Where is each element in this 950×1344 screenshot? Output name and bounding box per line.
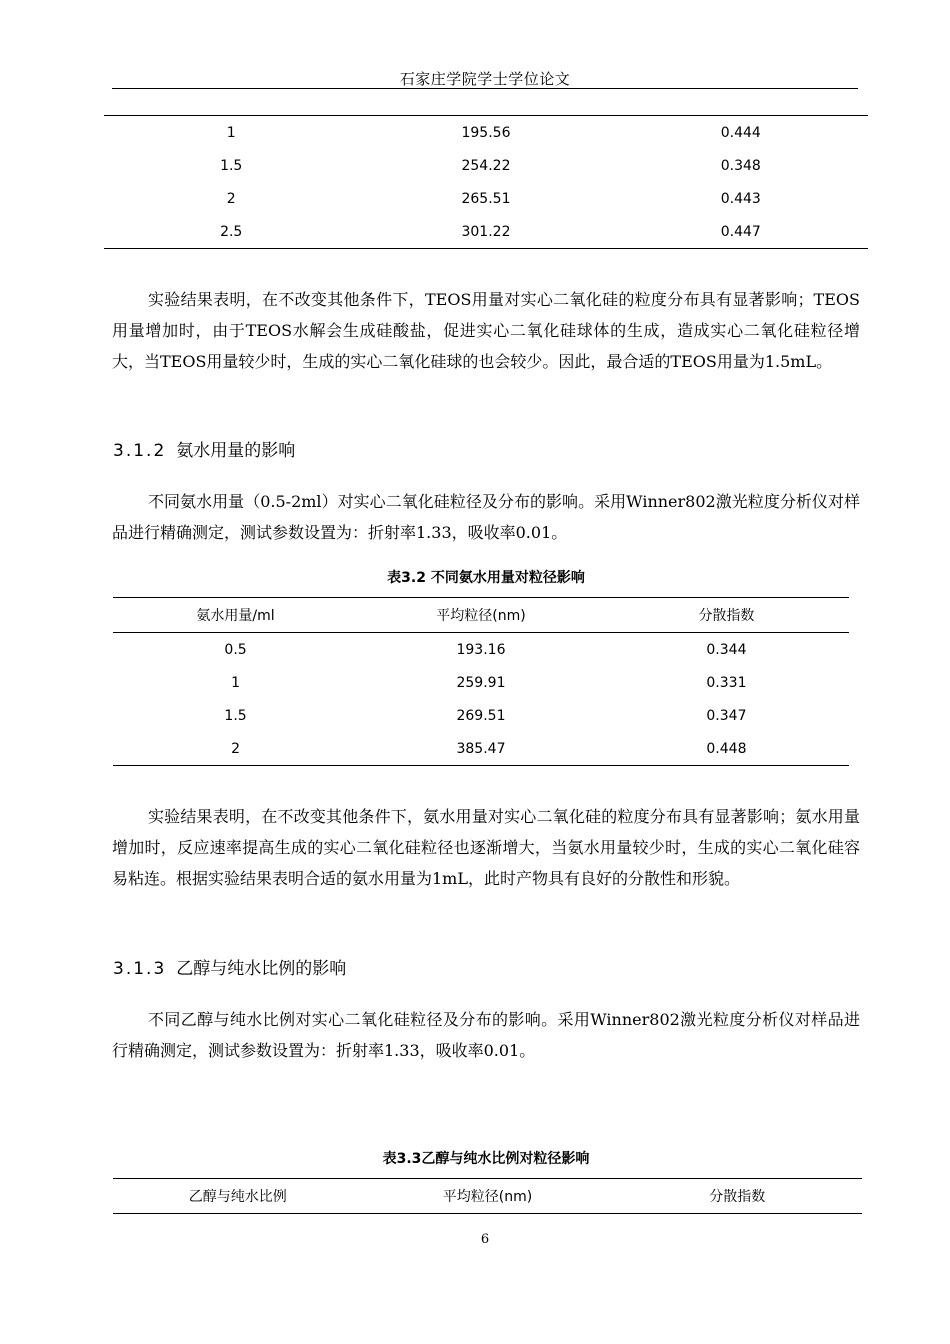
table-cell: 195.56 <box>461 124 511 141</box>
section-number: 3.1.3 <box>113 959 167 979</box>
table-cell: 2 <box>226 190 236 207</box>
table-cell: 1 <box>231 674 240 691</box>
running-header: 石家庄学院学士学位论文 <box>399 70 571 88</box>
section-title: 氨水用量的影响 <box>176 441 296 461</box>
table-cell: 1 <box>226 124 236 141</box>
paragraph-ammonia-result: 实验结果表明，在不改变其他条件下，氨水用量对实心二氧化硅的粒度分布具有显著影响；氨水用量增加时，反应速率提高生成的实心二氧化硅粒径也逐渐增大，当氨水用量较少时，生成的实心二氧化硅容易粘连。根据实验结果表明合适的氨水用量为1mL，此时产物具有良好的分散性和形貌。 <box>112 807 860 888</box>
table-row <box>104 149 868 182</box>
table-row <box>104 116 868 150</box>
table-cell: 0.348 <box>720 157 761 174</box>
column-header: 乙醇与纯水比例 <box>113 1179 362 1214</box>
table-cell: 0.5 <box>224 641 247 658</box>
table-cell: 0.447 <box>720 223 761 240</box>
table-cell: 0.344 <box>706 641 747 658</box>
table-cell: 265.51 <box>461 190 511 207</box>
table-cell: 2 <box>231 740 240 757</box>
table-cell: 1.5 <box>220 157 243 174</box>
table-cell: 259.91 <box>456 674 506 691</box>
paragraph-teos-result: 实验结果表明，在不改变其他条件下，TEOS用量对实心二氧化硅的粒度分布具有显著影响；TEOS用量增加时，由于TEOS水解会生成硅酸盐，促进实心二氧化硅球体的生成，造成实心二氧化硅粒径增大，当TEOS用量较少时，生成的实心二氧化硅球的也会较少。因此，最合适的TEOS用量为1.5mL。 <box>112 290 860 371</box>
section-title: 乙醇与纯水比例的影响 <box>176 959 347 979</box>
column-header: 平均粒径(nm) <box>362 1179 612 1214</box>
table-caption-3-3: 表3.3乙醇与纯水比例对粒径影响 <box>382 1151 590 1167</box>
table-cell: 0.443 <box>720 190 761 207</box>
table-3-2 <box>113 597 849 766</box>
table-cell: 193.16 <box>456 641 506 658</box>
table-cell: 1.5 <box>224 707 247 724</box>
table-cell: 2.5 <box>220 223 243 240</box>
table-row <box>113 699 849 732</box>
paragraph-ammonia-intro: 不同氨水用量（0.5-2ml）对实心二氧化硅粒径及分布的影响。采用Winner802激光粒度分析仪对样品进行精确测定，测试参数设置为：折射率1.33，吸收率0.01。 <box>112 492 860 542</box>
table-cell: 301.22 <box>461 223 511 240</box>
page-number: 6 <box>480 1232 490 1247</box>
column-header: 平均粒径(nm) <box>358 598 604 633</box>
table-cell: 0.331 <box>706 674 747 691</box>
table-3-3 <box>113 1178 862 1214</box>
table-row <box>104 215 868 249</box>
paragraph-ethanol-intro: 不同乙醇与纯水比例对实心二氧化硅粒径及分布的影响。采用Winner802激光粒度分析仪对样品进行精确测定，测试参数设置为：折射率1.33，吸收率0.01。 <box>112 1010 860 1060</box>
table-cell: 0.347 <box>706 707 747 724</box>
table-cell: 254.22 <box>461 157 511 174</box>
section-heading-3-1-3 <box>113 954 346 979</box>
table-cell: 269.51 <box>456 707 506 724</box>
table-cell: 385.47 <box>456 740 506 757</box>
header-rule <box>112 88 858 89</box>
column-header: 分散指数 <box>604 598 849 633</box>
column-header: 氨水用量/ml <box>113 598 358 633</box>
table-3-1-continued <box>104 115 868 249</box>
table-row <box>113 666 849 699</box>
table-caption-3-2: 表3.2 不同氨水用量对粒径影响 <box>387 570 585 586</box>
section-number: 3.1.2 <box>113 441 167 461</box>
table-row <box>104 182 868 215</box>
table-header-row <box>113 598 849 633</box>
table-row <box>113 732 849 766</box>
table-header-row <box>113 1179 862 1214</box>
table-cell: 0.448 <box>706 740 747 757</box>
column-header: 分散指数 <box>613 1179 862 1214</box>
table-row <box>113 633 849 667</box>
table-cell: 0.444 <box>720 124 761 141</box>
section-heading-3-1-2 <box>113 436 295 461</box>
